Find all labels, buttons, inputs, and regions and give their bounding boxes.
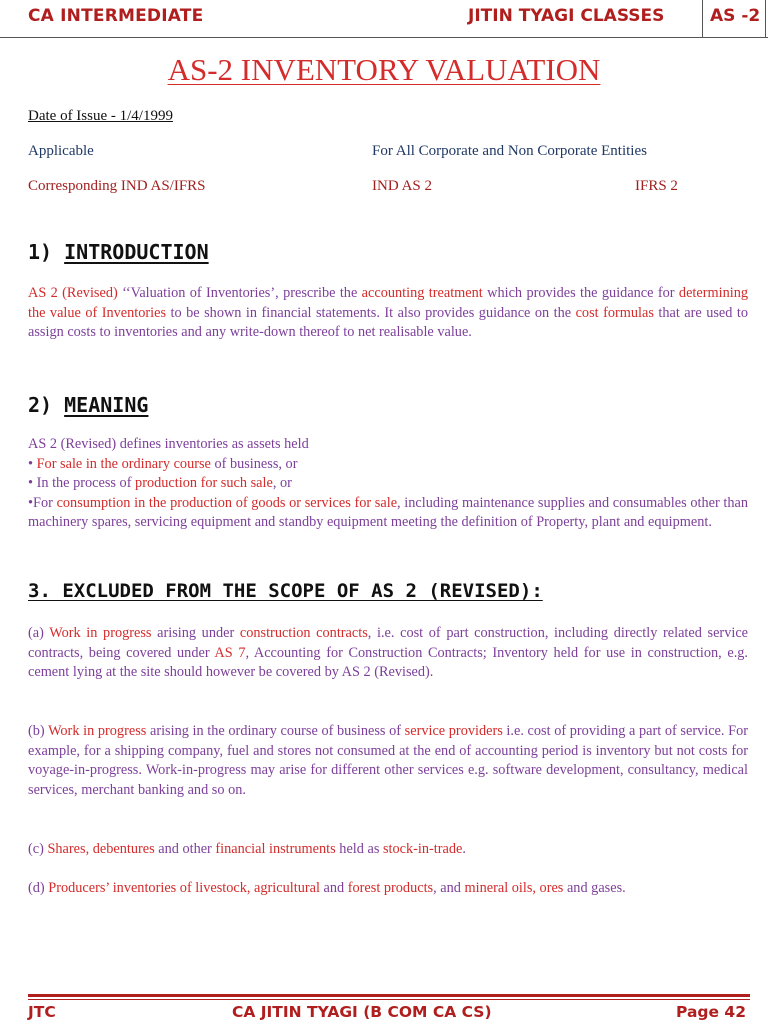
header-rule xyxy=(0,37,768,38)
header-divider xyxy=(702,0,703,38)
applicable-value: For All Corporate and Non Corporate Entities xyxy=(372,143,647,159)
section-heading-excluded: 3. EXCLUDED FROM THE SCOPE OF AS 2 (REVISED): xyxy=(28,580,543,602)
corresponding-label: Corresponding IND AS/IFRS xyxy=(28,178,206,194)
ind-as-value: IND AS 2 xyxy=(372,178,433,194)
header-course: CA INTERMEDIATE xyxy=(28,6,204,26)
header-divider xyxy=(765,0,766,38)
footer-rule-thick xyxy=(28,994,750,997)
header-institute: JITIN TYAGI CLASSES xyxy=(468,6,665,26)
excluded-item-c: (c) Shares, debentures and other financial instruments held as stock-in-trade. xyxy=(28,841,466,857)
excluded-item-a: (a) Work in progress arising under construction contracts, i.e. cost of part construction, including directly related service contracts, being covered under AS 7, Accounting for Construction Contracts; Inventory held for use in construction, e.g. cement lying at the site should however be covered by AS 2 (Revised). xyxy=(28,625,749,680)
header-chapter: AS -2 xyxy=(710,6,761,26)
meaning-paragraph xyxy=(28,435,748,533)
section-heading-introduction: 1) INTRODUCTION xyxy=(28,240,209,264)
date-of-issue: Date of Issue - 1/4/1999 xyxy=(28,108,173,124)
excluded-item-d: (d) Producers’ inventories of livestock, agricultural and forest products, and mineral oils, ores and gases. xyxy=(28,880,626,896)
page-number: Page 42 xyxy=(676,1003,746,1021)
footer-author: CA JITIN TYAGI (B COM CA CS) xyxy=(232,1003,492,1021)
page-header xyxy=(0,0,768,40)
meaning-bullet-1: • For sale in the ordinary course of business, or xyxy=(28,455,298,472)
ifrs-value: IFRS 2 xyxy=(635,178,678,194)
footer-rule-thin xyxy=(28,999,750,1000)
introduction-paragraph: AS 2 (Revised) ‘‘Valuation of Inventories’, prescribe the accounting treatment which provides the guidance for determining the value of Inventories to be shown in financial statements. It also provides guidance on the cost formulas that are used to assign costs to inventories and any write-down thereof to net realisable value. xyxy=(28,285,749,340)
section-heading-meaning: 2) MEANING xyxy=(28,393,149,417)
footer-left: JTC xyxy=(28,1003,56,1021)
page-title: AS-2 INVENTORY VALUATION xyxy=(167,52,601,87)
meaning-bullet-3: •For consumption in the production of goods or services for sale, including maintenance supplies and consumables other than machinery spares, servicing equipment and standby equipment meeting the definition of Property, plant and equipment. xyxy=(28,494,749,530)
meaning-intro-line: AS 2 (Revised) defines inventories as assets held xyxy=(28,436,309,452)
applicable-label: Applicable xyxy=(28,143,94,159)
meaning-bullet-2: • In the process of production for such sale, or xyxy=(28,475,292,491)
excluded-item-b: (b) Work in progress arising in the ordinary course of business of service providers i.e. cost of providing a part of service. For example, for a shipping company, fuel and stores not consumed at the end of accounting period is inventory but not costs for voyage-in-progress. Work-in-progress may arise for different other services e.g. software development, consultancy, medical services, merchant banking and so on. xyxy=(28,723,748,798)
